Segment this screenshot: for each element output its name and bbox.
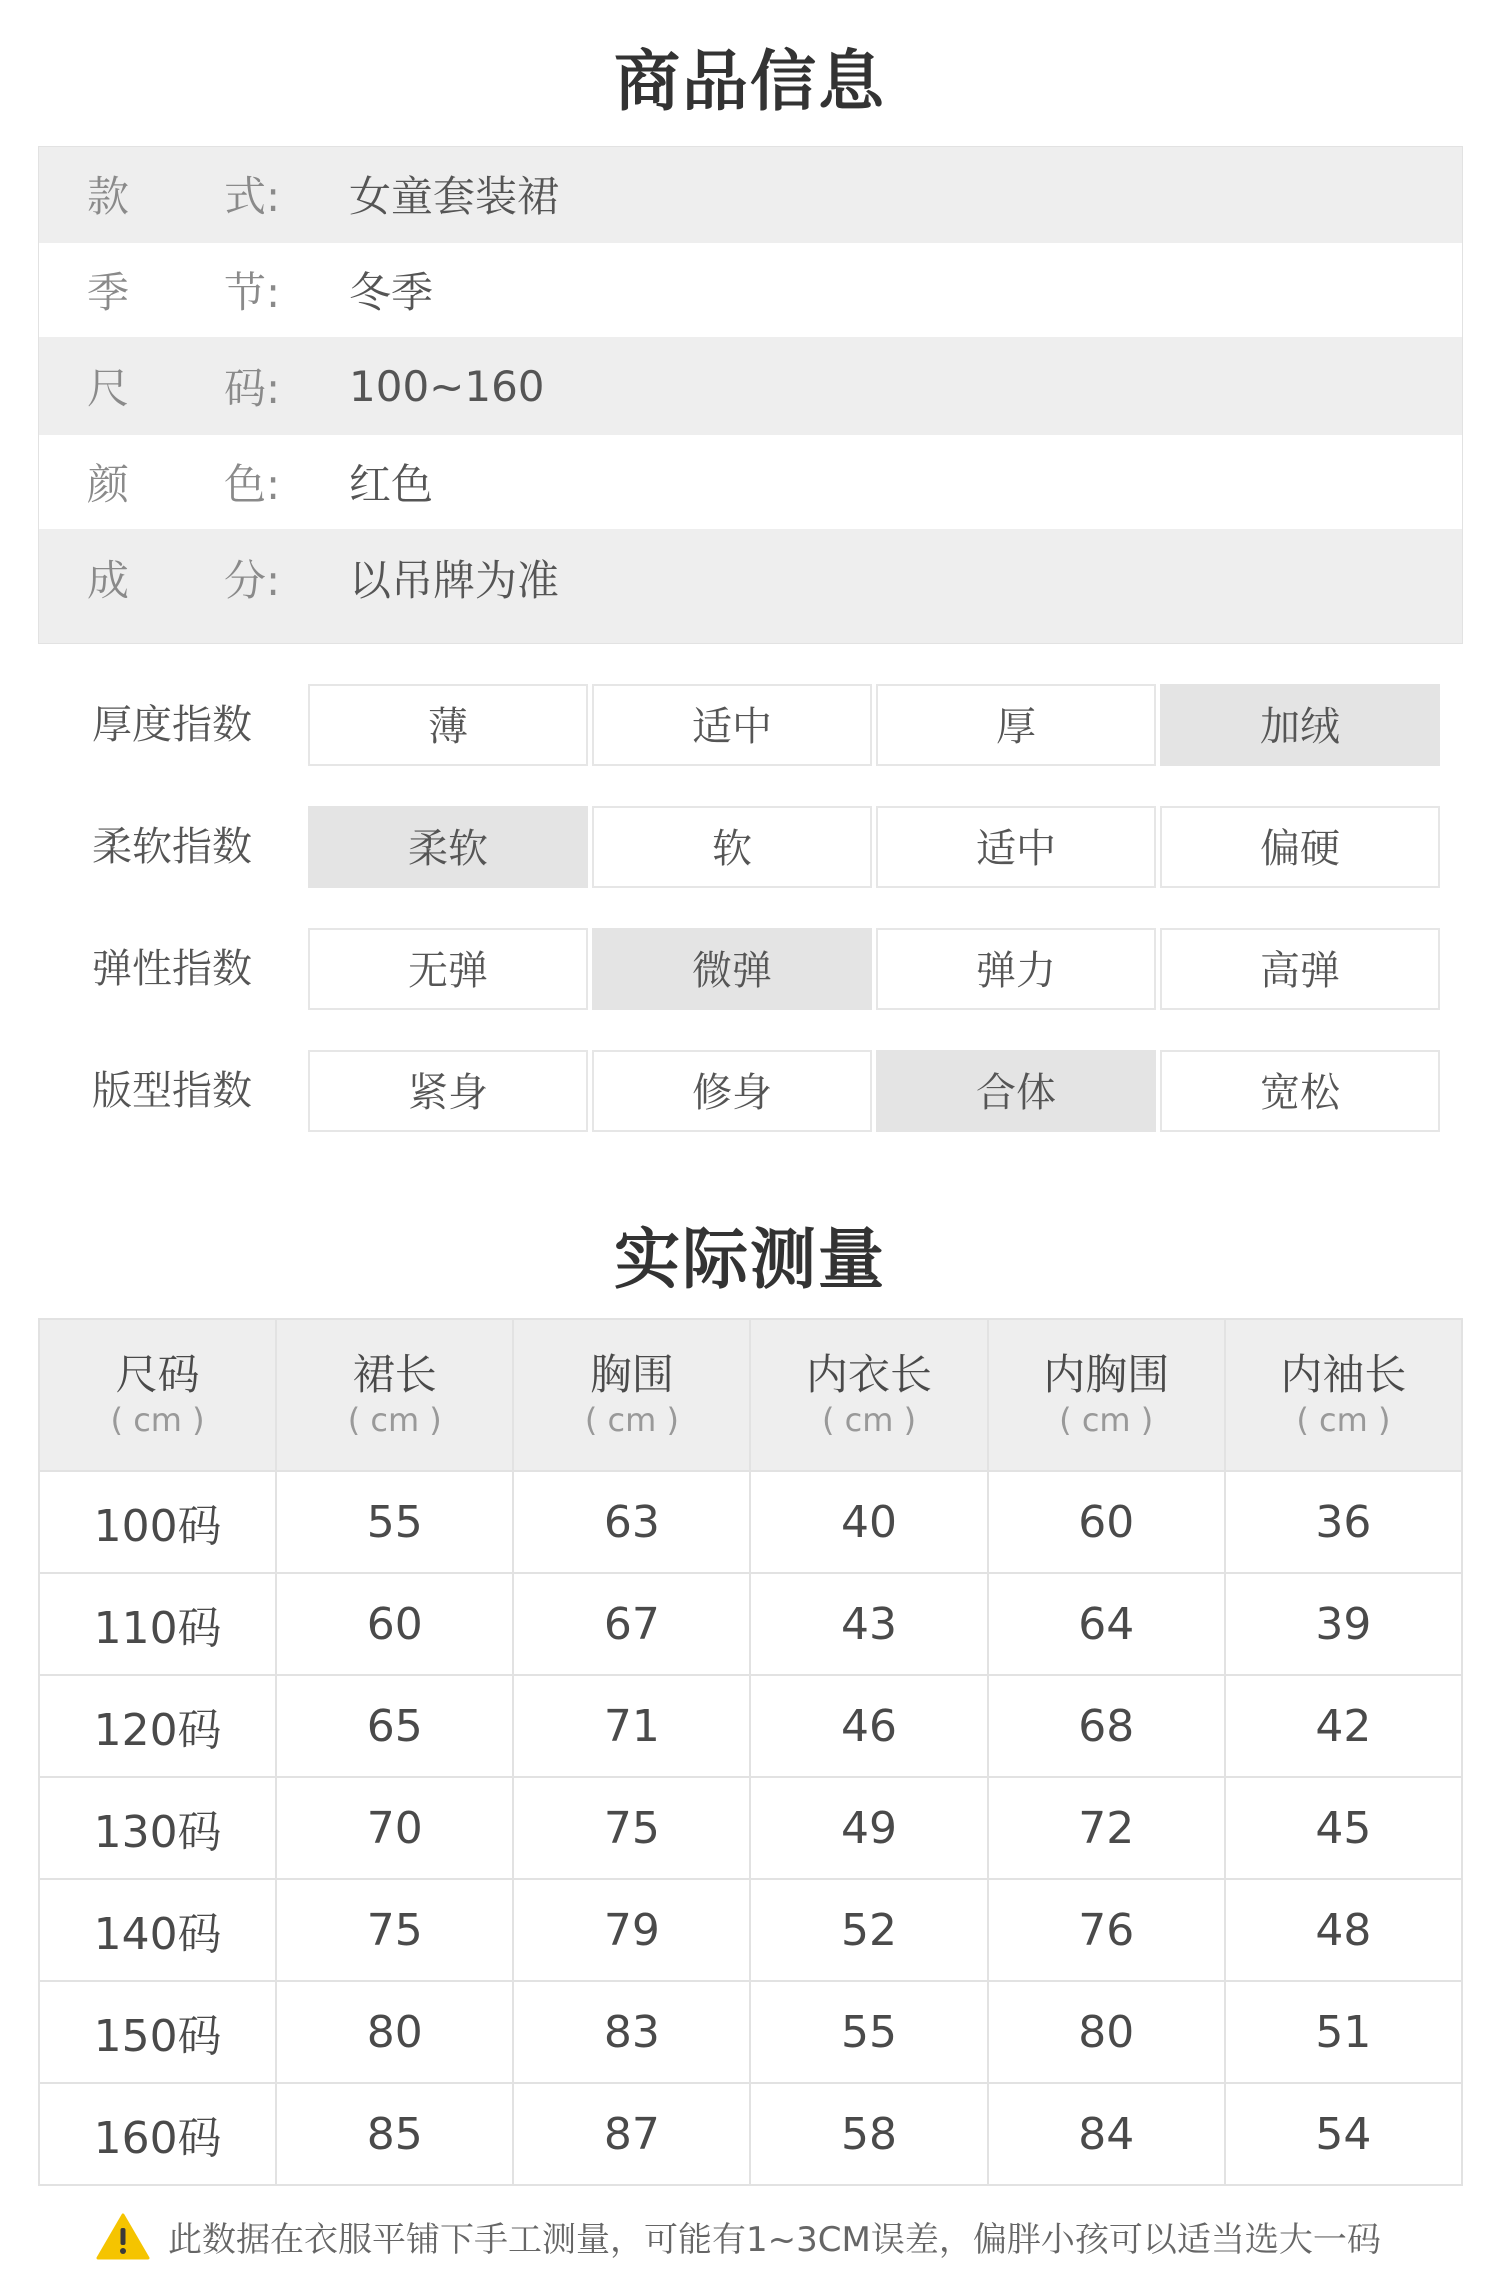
index-option[interactable]: 宽松 (1160, 1050, 1440, 1132)
header-unit: ( cm ) (584, 1401, 679, 1439)
index-option[interactable]: 厚 (876, 684, 1156, 766)
table-cell: 48 (1225, 1879, 1462, 1981)
table-cell: 120码 (39, 1675, 276, 1777)
table-cell: 72 (988, 1777, 1225, 1879)
index-option[interactable]: 合体 (876, 1050, 1156, 1132)
table-cell: 85 (276, 2083, 513, 2185)
table-cell: 67 (513, 1573, 750, 1675)
table-cell: 160码 (39, 2083, 276, 2185)
header-unit: ( cm ) (1296, 1401, 1391, 1439)
header-name: 内袖长 (1280, 1350, 1407, 1399)
header-unit: ( cm ) (1059, 1401, 1154, 1439)
table-cell: 42 (1225, 1675, 1462, 1777)
index-row-fit (0, 1050, 1500, 1132)
info-value: 以吊牌为准 (349, 556, 560, 605)
table-row (39, 1675, 1462, 1777)
table-header-row (39, 1319, 1462, 1471)
index-option[interactable]: 微弹 (592, 928, 872, 1010)
index-option[interactable]: 无弹 (308, 928, 588, 1010)
table-row (39, 1573, 1462, 1675)
table-cell: 75 (276, 1879, 513, 1981)
table-row (39, 1879, 1462, 1981)
info-row-season (39, 243, 1462, 337)
index-option[interactable]: 软 (592, 806, 872, 888)
table-cell: 39 (1225, 1573, 1462, 1675)
info-value: 红色 (349, 460, 434, 509)
table-cell: 45 (1225, 1777, 1462, 1879)
table-cell: 51 (1225, 1981, 1462, 2083)
info-value: 100~160 (349, 361, 545, 411)
table-row (39, 1777, 1462, 1879)
header-name: 裙长 (352, 1350, 437, 1399)
index-option[interactable]: 高弹 (1160, 928, 1440, 1010)
table-cell: 140码 (39, 1879, 276, 1981)
table-cell: 40 (750, 1471, 987, 1573)
table-cell: 87 (513, 2083, 750, 2185)
table-cell: 64 (988, 1573, 1225, 1675)
table-cell: 46 (750, 1675, 987, 1777)
table-cell: 68 (988, 1675, 1225, 1777)
header-unit: ( cm ) (110, 1401, 205, 1439)
table-header-cell (276, 1319, 513, 1471)
table-header-cell (750, 1319, 987, 1471)
info-row-size (39, 339, 1462, 433)
table-cell: 55 (276, 1471, 513, 1573)
info-row-material (39, 531, 1462, 625)
index-option[interactable]: 薄 (308, 684, 588, 766)
table-cell: 58 (750, 2083, 987, 2185)
warning-icon (96, 2212, 150, 2260)
table-cell: 71 (513, 1675, 750, 1777)
table-header-cell (39, 1319, 276, 1471)
index-option[interactable]: 修身 (592, 1050, 872, 1132)
info-key-char: 款 (87, 172, 130, 221)
index-row-elasticity (0, 928, 1500, 1010)
index-option[interactable]: 偏硬 (1160, 806, 1440, 888)
table-header-cell (988, 1319, 1225, 1471)
table-cell: 79 (513, 1879, 750, 1981)
index-label: 版型指数 (92, 1068, 252, 1114)
header-name: 内衣长 (806, 1350, 933, 1399)
table-cell: 110码 (39, 1573, 276, 1675)
index-option[interactable]: 加绒 (1160, 684, 1440, 766)
info-key-char: 节: (224, 268, 281, 317)
info-value: 女童套装裙 (349, 172, 560, 221)
info-key-char: 颜 (87, 460, 130, 509)
index-label: 柔软指数 (92, 824, 252, 870)
measurement-table (38, 1318, 1463, 2186)
table-cell: 63 (513, 1471, 750, 1573)
info-block (38, 146, 1463, 644)
table-cell: 84 (988, 2083, 1225, 2185)
info-value: 冬季 (349, 268, 434, 317)
index-row-softness (0, 806, 1500, 888)
table-cell: 43 (750, 1573, 987, 1675)
table-cell: 36 (1225, 1471, 1462, 1573)
table-cell: 54 (1225, 2083, 1462, 2185)
header-name: 内胸围 (1043, 1350, 1170, 1399)
info-row-color (39, 435, 1462, 529)
measure-title: 实际测量 (614, 1221, 886, 1298)
info-key-char: 式: (224, 172, 281, 221)
info-title: 商品信息 (614, 43, 886, 120)
info-key-char: 色: (224, 460, 281, 509)
table-header-cell (1225, 1319, 1462, 1471)
table-row (39, 2083, 1462, 2185)
index-option[interactable]: 紧身 (308, 1050, 588, 1132)
header-name: 尺码 (115, 1350, 200, 1399)
index-label: 弹性指数 (92, 946, 252, 992)
table-cell: 80 (988, 1981, 1225, 2083)
index-option[interactable]: 弹力 (876, 928, 1156, 1010)
info-row-style (39, 147, 1462, 241)
info-key-char: 码: (224, 364, 281, 413)
table-cell: 83 (513, 1981, 750, 2083)
table-header-cell (513, 1319, 750, 1471)
table-cell: 65 (276, 1675, 513, 1777)
info-key-char: 尺 (87, 364, 130, 413)
table-cell: 150码 (39, 1981, 276, 2083)
index-row-thickness (0, 684, 1500, 766)
table-cell: 60 (276, 1573, 513, 1675)
table-cell: 80 (276, 1981, 513, 2083)
table-cell: 60 (988, 1471, 1225, 1573)
note-text: 此数据在衣服平铺下手工测量，可能有1~3CM误差，偏胖小孩可以适当选大一码 (168, 2219, 1381, 2260)
table-cell: 52 (750, 1879, 987, 1981)
header-name: 胸围 (589, 1350, 674, 1399)
table-cell: 76 (988, 1879, 1225, 1981)
table-cell: 100码 (39, 1471, 276, 1573)
measurement-note (96, 2208, 1381, 2264)
info-key-char: 季 (87, 268, 130, 317)
info-key-char: 成 (87, 556, 130, 605)
info-key-char: 分: (224, 556, 281, 605)
table-cell: 75 (513, 1777, 750, 1879)
table-cell: 70 (276, 1777, 513, 1879)
header-unit: ( cm ) (347, 1401, 442, 1439)
index-option[interactable]: 适中 (876, 806, 1156, 888)
index-option[interactable]: 适中 (592, 684, 872, 766)
index-option[interactable]: 柔软 (308, 806, 588, 888)
header-unit: ( cm ) (822, 1401, 917, 1439)
index-label: 厚度指数 (92, 702, 252, 748)
table-cell: 55 (750, 1981, 987, 2083)
table-row (39, 1981, 1462, 2083)
table-cell: 49 (750, 1777, 987, 1879)
table-cell: 130码 (39, 1777, 276, 1879)
table-row (39, 1471, 1462, 1573)
